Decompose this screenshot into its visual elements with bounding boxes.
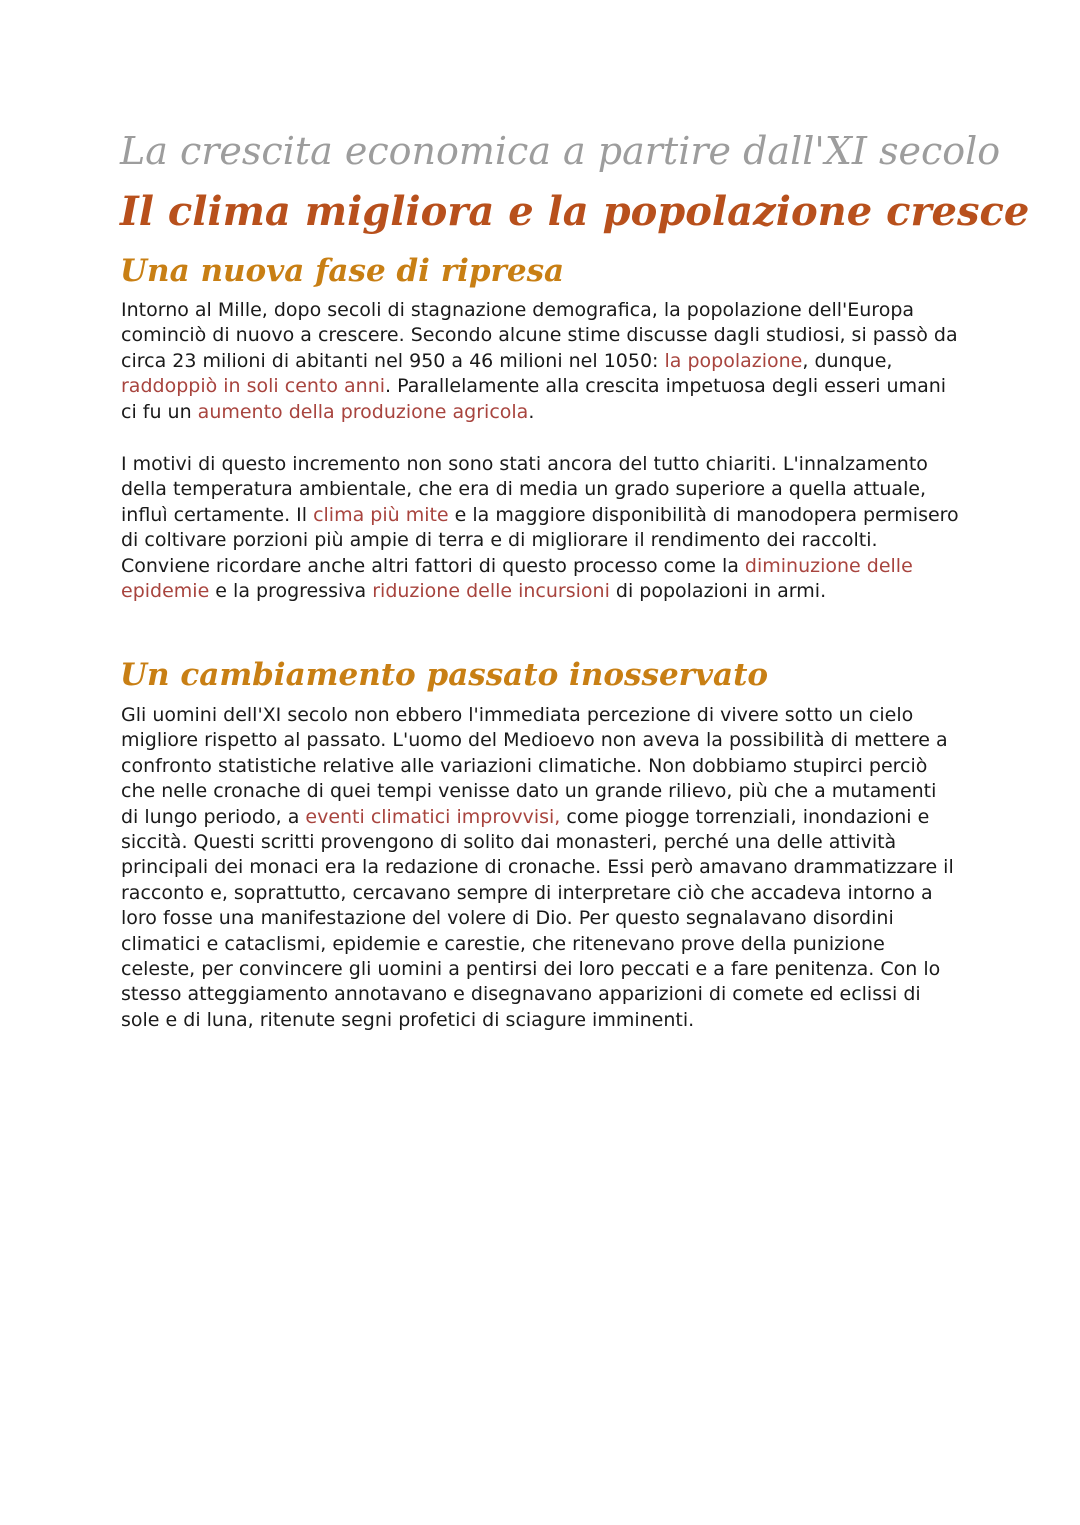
highlight-raddoppio: raddoppiò in soli cento anni (121, 375, 386, 398)
page-title: La crescita economica a partire dall'XI secolo (120, 129, 1001, 173)
highlight-clima-mite: clima più mite (313, 503, 449, 526)
highlight-popolazione: la popolazione (664, 349, 803, 372)
paragraph-text: . (528, 400, 535, 423)
paragraph-motivi (121, 452, 959, 604)
section-heading-ripresa: Una nuova fase di ripresa (120, 253, 565, 289)
page-subtitle: Il clima migliora e la popolazione cresce (120, 188, 1030, 235)
highlight-incursioni: riduzione delle incursioni (372, 580, 610, 603)
paragraph-text: come piogge torrenziali, inondazioni e siccità. Questi scritti provengono di solito dai monasteri, perché una delle attività principali dei monaci era la redazione di cronache. Essi però amavano drammatizzare il racconto e, soprattutto, cercavano sempre di interpretare ciò che accadeva intorno a loro fosse una manifestazione del volere di Dio. Per questo segnalavano disordini climatici e cataclismi, epidemie e carestie, che ritenevano prove della punizione celeste, per convincere gli uomini a pentirsi dei loro peccati e a fare penitenza. Con lo stesso atteggiamento annotavano e disegnavano apparizioni di comete ed eclissi di sole e di luna, ritenute segni profetici di sciagure imminenti. (121, 805, 954, 1031)
highlight-produzione-agricola: aumento della produzione agricola (197, 400, 529, 423)
highlight-eventi-climatici: eventi climatici improvvisi, (305, 805, 561, 828)
paragraph-text: e la progressiva (209, 580, 373, 603)
paragraph-text: e la maggiore disponibilità di manodopera permisero di coltivare porzioni più ampie di terra e di migliorare il rendimento dei raccolti. Conviene ricordare anche altri fattori di questo processo come la (121, 503, 959, 577)
paragraph-text: Intorno al Mille, dopo secoli di stagnazione demografica, la popolazione dell'Europa cominciò di nuovo a crescere. Secondo alcune stime discusse dagli studiosi, si passò da circa 23 milioni di abitanti nel 950 a 46 milioni nel 1050: (121, 299, 958, 372)
paragraph-text: . Parallelamente alla crescita impetuosa degli esseri umani ci fu un (121, 375, 947, 423)
paragraph-text: I motivi di questo incremento non sono stati ancora del tutto chiariti. L'innalzamento della temperatura ambientale, che era di media un grado superiore a quella attuale, influì certamente. Il (121, 453, 928, 526)
paragraph-popolazione (121, 298, 959, 425)
paragraph-cronache (121, 703, 959, 1033)
paragraph-text: , dunque, (802, 349, 893, 372)
paragraph-text: di popolazioni in armi. (609, 580, 827, 603)
paragraph-text: Gli uomini dell'XI secolo non ebbero l'immediata percezione di vivere sotto un cielo migliore rispetto al passato. L'uomo del Medioevo non aveva la possibilità di mettere a confronto statistiche relative alle variazioni climatiche. Non dobbiamo stupirci perciò che nelle cronache di quei tempi venisse dato un grande rilievo, più che a mutamenti di lungo periodo, a (121, 704, 948, 828)
section-heading-cambiamento: Un cambiamento passato inosservato (120, 657, 769, 693)
highlight-epidemie: diminuzione delle epidemie (121, 554, 913, 603)
